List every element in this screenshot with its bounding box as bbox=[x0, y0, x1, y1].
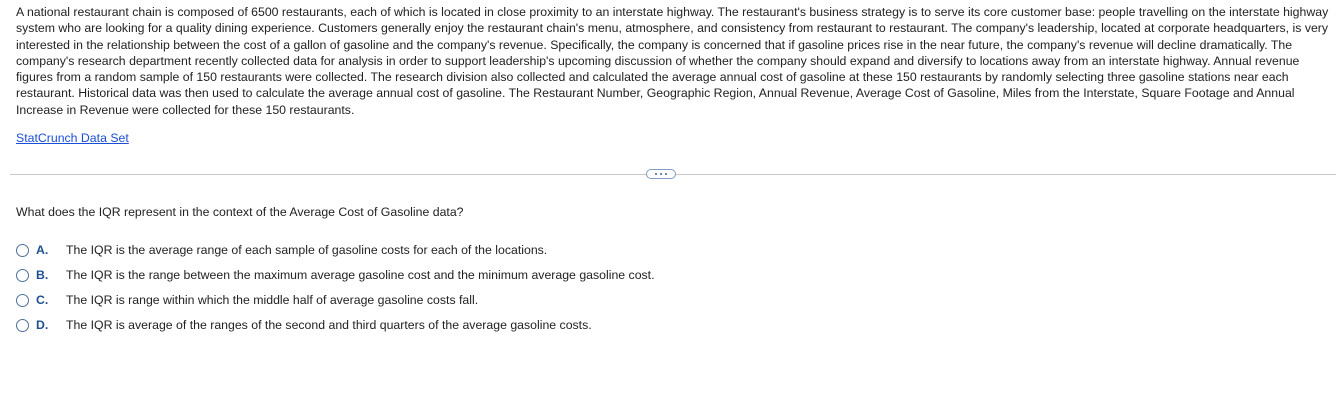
problem-intro: A national restaurant chain is composed of 6500 restaurants, each of which is located in close proximity to an interstate highway. The restaurant's business strategy is to serve its core customer base: people travelling on the interstate highway system who are looking for a quality dining experience. Customers generally enjoy the restaurant chain's menu, atmosphere, and consistency from restaurant to restaurant. The company's leadership, located at corporate headquarters, is very interested in the relationship between the cost of a gallon of gasoline and the company's revenue. Specifically, the company is concerned that if gasoline prices rise in the near future, the company's revenue will decline dramatically. The company's research department recently collected data for analysis in order to support leadership's upcoming discussion of whether the company should expand and diversify to locations away from an interstate highway. Annual revenue figures from a random sample of 150 restaurants were collected. The research division also collected and calculated the average annual cost of gasoline at these 150 restaurants by randomly selecting three gasoline stations near each restaurant. Historical data was then used to calculate the average annual cost of gasoline. The Restaurant Number, Geographic Region, Annual Revenue, Average Cost of Gasoline, Miles from the Interstate, Square Footage and Annual Increase in Revenue were collected for these 150 restaurants. bbox=[16, 5, 1329, 117]
choice-b[interactable] bbox=[16, 267, 1016, 283]
question-text: What does the IQR represent in the context of the Average Cost of Gasoline data? bbox=[16, 205, 464, 219]
radio-circle-icon[interactable] bbox=[16, 294, 29, 307]
radio-circle-icon[interactable] bbox=[16, 319, 29, 332]
answer-choices bbox=[16, 242, 1016, 342]
choice-letter: A. bbox=[36, 243, 49, 257]
choice-c[interactable] bbox=[16, 292, 1016, 308]
choice-text: The IQR is the range between the maximum average gasoline cost and the minimum average gasoline cost. bbox=[66, 268, 655, 282]
ellipsis-icon bbox=[665, 173, 667, 175]
radio-circle-icon[interactable] bbox=[16, 244, 29, 257]
choice-a[interactable] bbox=[16, 242, 1016, 258]
ellipsis-icon bbox=[655, 173, 657, 175]
choice-text: The IQR is average of the ranges of the second and third quarters of the average gasoline costs. bbox=[66, 318, 592, 332]
radio-circle-icon[interactable] bbox=[16, 269, 29, 282]
choice-text: The IQR is the average range of each sample of gasoline costs for each of the locations. bbox=[66, 243, 548, 257]
choice-letter: B. bbox=[36, 268, 49, 282]
choice-d[interactable] bbox=[16, 317, 1016, 333]
ellipsis-icon bbox=[660, 173, 662, 175]
choice-text: The IQR is range within which the middle half of average gasoline costs fall. bbox=[66, 293, 479, 307]
choice-letter: C. bbox=[36, 293, 49, 307]
choice-letter: D. bbox=[36, 318, 49, 332]
statcrunch-data-set-link[interactable]: StatCrunch Data Set bbox=[16, 131, 129, 145]
expand-ellipsis-button[interactable] bbox=[646, 169, 676, 179]
